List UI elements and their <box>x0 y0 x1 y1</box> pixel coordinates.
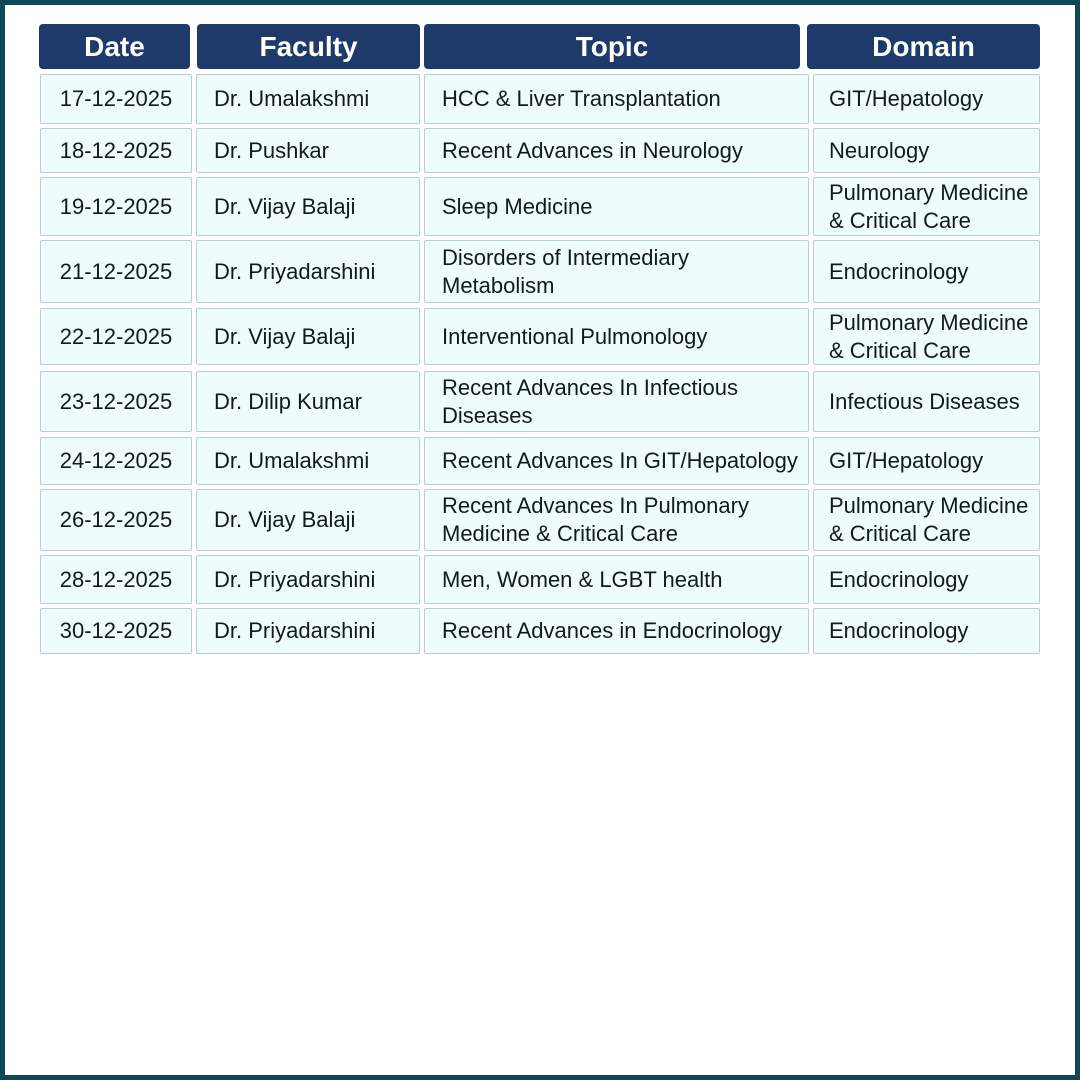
table-cell-date: 17-12-2025 <box>40 74 192 124</box>
table-cell-topic: Disorders of Intermediary Metabolism <box>424 240 809 303</box>
table-cell-topic: Interventional Pulmonology <box>424 308 809 365</box>
table-cell-date: 26-12-2025 <box>40 489 192 551</box>
table-cell-topic: HCC & Liver Transplantation <box>424 74 809 124</box>
table-cell-domain: Pulmonary Medicine & Critical Care <box>813 308 1040 365</box>
table-cell-domain: Pulmonary Medicine & Critical Care <box>813 177 1040 236</box>
table-cell-faculty: Dr. Dilip Kumar <box>196 371 420 432</box>
table-cell-date: 21-12-2025 <box>40 240 192 303</box>
table-cell-domain: Infectious Diseases <box>813 371 1040 432</box>
table-cell-date: 28-12-2025 <box>40 555 192 604</box>
table-cell-domain: GIT/Hepatology <box>813 74 1040 124</box>
table-cell-topic: Recent Advances In GIT/Hepatology <box>424 437 809 485</box>
table-cell-domain: Endocrinology <box>813 555 1040 604</box>
header-domain: Domain <box>807 24 1040 69</box>
table-cell-topic: Recent Advances In Infectious Diseases <box>424 371 809 432</box>
table-cell-topic: Men, Women & LGBT health <box>424 555 809 604</box>
table-cell-faculty: Dr. Umalakshmi <box>196 74 420 124</box>
header-faculty: Faculty <box>197 24 420 69</box>
table-cell-date: 24-12-2025 <box>40 437 192 485</box>
table-cell-faculty: Dr. Priyadarshini <box>196 608 420 654</box>
table-cell-date: 23-12-2025 <box>40 371 192 432</box>
table-cell-domain: Neurology <box>813 128 1040 173</box>
table-cell-domain: Pulmonary Medicine & Critical Care <box>813 489 1040 551</box>
table-cell-faculty: Dr. Umalakshmi <box>196 437 420 485</box>
table-cell-faculty: Dr. Vijay Balaji <box>196 489 420 551</box>
table-cell-domain: Endocrinology <box>813 608 1040 654</box>
table-cell-faculty: Dr. Pushkar <box>196 128 420 173</box>
header-date: Date <box>39 24 190 69</box>
table-cell-topic: Recent Advances In Pulmonary Medicine & Critical Care <box>424 489 809 551</box>
table-cell-topic: Recent Advances in Neurology <box>424 128 809 173</box>
table-cell-topic: Sleep Medicine <box>424 177 809 236</box>
table-cell-date: 30-12-2025 <box>40 608 192 654</box>
table-cell-date: 22-12-2025 <box>40 308 192 365</box>
table-cell-domain: Endocrinology <box>813 240 1040 303</box>
table-cell-date: 19-12-2025 <box>40 177 192 236</box>
table-cell-domain: GIT/Hepatology <box>813 437 1040 485</box>
table-cell-date: 18-12-2025 <box>40 128 192 173</box>
table-cell-faculty: Dr. Vijay Balaji <box>196 308 420 365</box>
table-cell-faculty: Dr. Vijay Balaji <box>196 177 420 236</box>
table-cell-topic: Recent Advances in Endocrinology <box>424 608 809 654</box>
table-cell-faculty: Dr. Priyadarshini <box>196 240 420 303</box>
header-topic: Topic <box>424 24 800 69</box>
table-cell-faculty: Dr. Priyadarshini <box>196 555 420 604</box>
